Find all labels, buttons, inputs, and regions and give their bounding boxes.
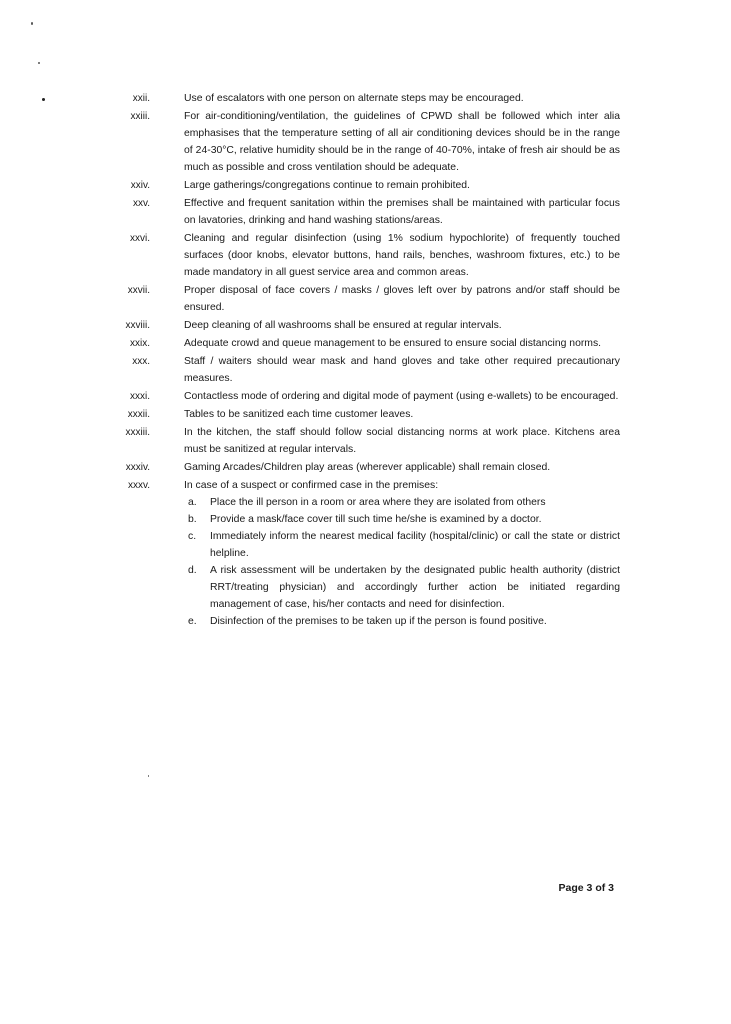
item-number: xxvii.	[127, 285, 150, 296]
item-text: Proper disposal of face covers / masks / gloves left over by patrons and/or staff should be ensured.	[184, 285, 620, 313]
item-text: Deep cleaning of all washrooms shall be ensured at regular intervals.	[184, 320, 502, 331]
sub-item-letter: c.	[188, 531, 197, 542]
list-item	[120, 282, 620, 316]
item-text: In the kitchen, the staff should follow social distancing norms at work place. Kitchens area must be sanitized at regular intervals.	[184, 427, 620, 455]
item-number: xxix.	[130, 338, 150, 349]
sub-item-text: Provide a mask/face cover till such time he/she is examined by a doctor.	[210, 514, 542, 525]
item-text: Tables to be sanitized each time customer leaves.	[184, 409, 414, 420]
page-number: Page 3 of 3	[558, 882, 614, 894]
item-number: xxxiii.	[125, 427, 150, 438]
list-item	[120, 406, 620, 423]
item-text: In case of a suspect or confirmed case in the premises:	[184, 480, 439, 491]
list-item	[120, 317, 620, 334]
list-item	[120, 424, 620, 458]
item-number: xxii.	[132, 93, 150, 104]
sub-list-item	[184, 613, 620, 630]
item-text: Staff / waiters should wear mask and hand gloves and take other required precautionary measures.	[184, 356, 620, 384]
item-number: xxxi.	[130, 391, 150, 402]
item-text: Effective and frequent sanitation within the premises shall be maintained with particular focus on lavatories, drinking and hand washing stations/areas.	[184, 198, 620, 226]
sub-list-item	[184, 494, 620, 511]
item-number: xxiii.	[130, 111, 150, 122]
item-text: For air-conditioning/ventilation, the guidelines of CPWD shall be followed which inter alia emphasises that the temperature setting of all air conditioning devices should be in the range of 24-30°C, relative humidity should be in the range of 40-70%, intake of fresh air should be as much as possible and cross ventilation should be adequate.	[184, 111, 620, 173]
sub-list	[184, 494, 620, 630]
list-item	[120, 230, 620, 281]
list-item	[120, 108, 620, 176]
scan-speck	[38, 62, 40, 64]
item-number: xxxiv.	[125, 462, 150, 473]
sub-list-item	[184, 562, 620, 613]
sub-item-letter: b.	[188, 514, 197, 525]
sub-list-item	[184, 528, 620, 562]
item-number: xxxii.	[127, 409, 150, 420]
item-number: xxxv.	[127, 480, 150, 491]
item-number: xxx.	[132, 356, 150, 367]
list-item	[120, 177, 620, 194]
item-text: Cleaning and regular disinfection (using 1% sodium hypochlorite) of frequently touched surfaces (door knobs, elevator buttons, hand rails, benches, washroom fixtures, etc.) to be made mandatory in all guest service area and common areas.	[184, 233, 620, 278]
sub-item-text: Disinfection of the premises to be taken up if the person is found positive.	[210, 616, 547, 627]
sub-list-item	[184, 511, 620, 528]
sub-item-letter: a.	[188, 497, 197, 508]
sub-item-text: Immediately inform the nearest medical facility (hospital/clinic) or call the state or district helpline.	[210, 531, 620, 559]
list-item	[120, 459, 620, 476]
item-text: Large gatherings/congregations continue to remain prohibited.	[184, 180, 470, 191]
list-item	[120, 353, 620, 387]
item-text: Adequate crowd and queue management to be ensured to ensure social distancing norms.	[184, 338, 602, 349]
item-number: xxv.	[132, 198, 150, 209]
item-number: xxvi.	[130, 233, 150, 244]
list-item	[120, 388, 620, 405]
item-number: xxiv.	[130, 180, 150, 191]
sub-item-letter: d.	[188, 565, 197, 576]
list-item	[120, 195, 620, 229]
sub-item-text: A risk assessment will be undertaken by the designated public health authority (district RRT/treating physician) and accordingly further action be initiated regarding management of case, his/her contacts and need for disinfection.	[210, 565, 620, 610]
sub-item-letter: e.	[188, 616, 197, 627]
item-text: Use of escalators with one person on alternate steps may be encouraged.	[184, 93, 524, 104]
list-item	[120, 477, 620, 630]
scan-speck	[42, 98, 45, 101]
list-item	[120, 90, 620, 107]
item-number: xxviii.	[125, 320, 150, 331]
list-item	[120, 335, 620, 352]
scan-speck	[148, 775, 149, 777]
item-text: Contactless mode of ordering and digital mode of payment (using e-wallets) to be encouraged.	[184, 391, 619, 402]
sub-item-text: Place the ill person in a room or area where they are isolated from others	[210, 497, 546, 508]
item-text: Gaming Arcades/Children play areas (wherever applicable) shall remain closed.	[184, 462, 551, 473]
scan-speck	[31, 22, 33, 25]
guideline-list	[120, 90, 620, 631]
